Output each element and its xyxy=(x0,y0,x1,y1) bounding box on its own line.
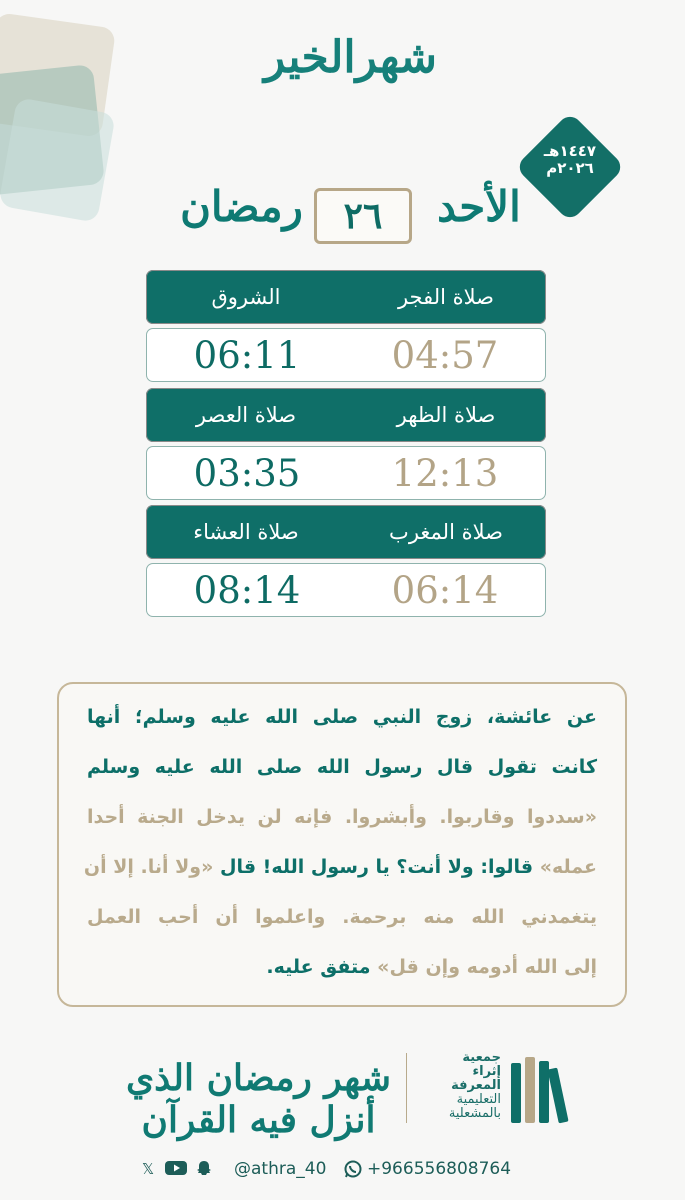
org-name xyxy=(417,1051,502,1121)
year-gregorian: ٢٠٢٦م xyxy=(547,159,595,177)
day-number: ٢٦ xyxy=(315,188,413,244)
phone-number[interactable]: +966556808764 xyxy=(368,1159,513,1179)
prayer-header-row-3 xyxy=(147,505,547,559)
prayer-time-row-1 xyxy=(147,328,547,382)
month-name: رمضان xyxy=(181,182,304,231)
logo-text: شهرالخير xyxy=(265,32,439,83)
hadith-line-3: «سددوا وقاربوا. وأبشروا. فإنه لن يدخل الجنة أحدا xyxy=(88,806,598,828)
dhuhr-time: 12:13 xyxy=(392,452,500,495)
maghrib-label: صلاة المغرب xyxy=(390,520,504,544)
books-logo-icon xyxy=(512,1053,572,1123)
hadith-line-1: عن عائشة، زوج النبي صلى الله عليه وسلم؛ أنها xyxy=(88,706,598,728)
hadith-line-6-part-a: إلى الله أدومه وإن قل» xyxy=(378,956,598,978)
x-icon[interactable]: 𝕏 xyxy=(142,1160,156,1178)
sunrise-label: الشروق xyxy=(212,285,282,309)
dhuhr-label: صلاة الظهر xyxy=(397,403,497,427)
hadith-line-4-part-c: «ولا أنا. إلا أن xyxy=(84,856,215,878)
org-line-1: جمعية xyxy=(463,1050,502,1065)
maghrib-time: 06:14 xyxy=(392,569,500,612)
asr-label: صلاة العصر xyxy=(196,403,298,427)
top-logo xyxy=(265,10,439,135)
org-line-3: المعرفة xyxy=(452,1078,502,1093)
isha-time: 08:14 xyxy=(194,569,302,612)
prayer-time-row-3 xyxy=(147,563,547,617)
hadith-box xyxy=(58,682,628,1007)
social-handle[interactable]: @athra_40 xyxy=(235,1159,328,1179)
logo-divider xyxy=(407,1053,408,1123)
hadith-line-4 xyxy=(84,856,598,878)
hadith-line-6-part-b: متفق عليه. xyxy=(267,956,379,978)
year-hijri: ١٤٤٧هـ xyxy=(544,142,598,160)
hadith-line-6 xyxy=(88,956,598,978)
hadith-line-4-part-a: عمله» xyxy=(540,856,598,878)
fajr-time: 04:57 xyxy=(392,334,500,377)
whatsapp-icon[interactable] xyxy=(345,1160,363,1178)
snapchat-icon[interactable] xyxy=(196,1160,214,1178)
org-line-5: بالمشعلية xyxy=(449,1106,502,1121)
isha-label: صلاة العشاء xyxy=(194,520,300,544)
footer xyxy=(140,1155,560,1185)
org-line-4: التعليمية xyxy=(457,1092,502,1107)
youtube-icon[interactable] xyxy=(166,1160,188,1178)
weekday-name: الأحد xyxy=(438,182,522,231)
sunrise-time: 06:11 xyxy=(194,334,302,377)
fajr-label: صلاة الفجر xyxy=(398,285,496,309)
bottom-logo xyxy=(117,1045,567,1141)
asr-time: 03:35 xyxy=(194,452,302,495)
org-line-2: إثراء xyxy=(473,1064,502,1079)
hadith-line-2: كانت تقول قال رسول الله صلى الله عليه وسلم xyxy=(88,756,598,778)
hadith-line-5: يتغمدني الله منه برحمة. واعلموا أن أحب العمل xyxy=(88,906,598,928)
hadith-line-4-part-b: قالوا: ولا أنت؟ يا رسول الله! قال xyxy=(214,856,541,878)
prayer-header-row-1 xyxy=(147,270,547,324)
prayer-header-row-2 xyxy=(147,388,547,442)
year-badge-text xyxy=(532,143,610,177)
decorative-squares xyxy=(0,0,140,240)
prayer-time-row-2 xyxy=(147,446,547,500)
quran-verse-calligraphy: شهر رمضان الذي أنزل فيه القرآن xyxy=(126,1057,393,1141)
decor-square xyxy=(0,97,117,223)
date-row xyxy=(175,178,545,248)
